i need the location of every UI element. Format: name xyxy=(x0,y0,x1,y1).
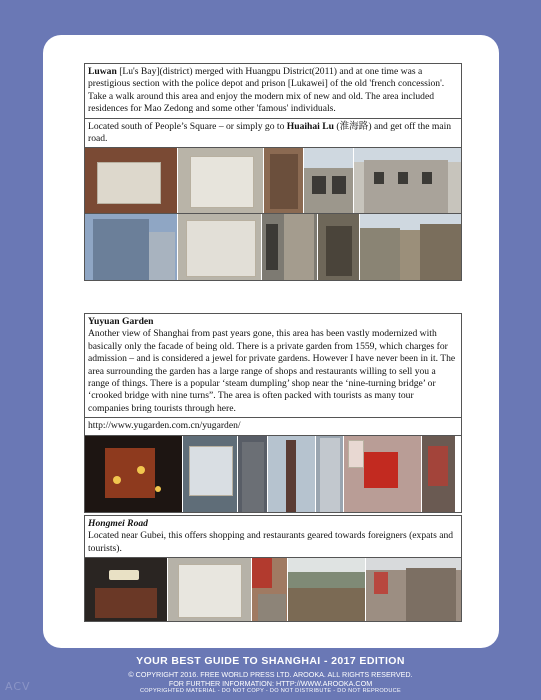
photo-lane-houses xyxy=(360,214,461,280)
footer-notice: COPYRIGHTED MATERIAL - DO NOT COPY - DO NOT DISTRIBUTE - DO NOT REPRODUCE xyxy=(139,688,402,694)
footer-title: YOUR BEST GUIDE TO SHANGHAI - 2017 EDITION xyxy=(136,655,405,667)
photo-wooden-door xyxy=(264,148,304,213)
photo-outdoor-cafe xyxy=(288,558,366,621)
footer-info-link[interactable]: FOR FURTHER INFORMATION: HTTP://WWW.AROOKA.COM xyxy=(168,679,373,688)
yuyuan-url[interactable]: http://www.yugarden.com.cn/yugarden/ xyxy=(88,420,241,432)
luwan-location-box xyxy=(84,118,462,148)
photo-night-storefront xyxy=(85,558,168,621)
photo-shop-items xyxy=(422,436,455,512)
photo-gate xyxy=(318,214,360,280)
luwan-photos-top xyxy=(84,147,462,214)
photo-skyscraper xyxy=(316,436,344,512)
luwan-location-post: (淮海路) and get off the main road. xyxy=(88,120,452,145)
hongmei-photo-row xyxy=(84,557,462,622)
luwan-location-pre: Located south of People’s Square – or simply go to xyxy=(88,120,287,132)
photo-shop-street xyxy=(366,558,461,621)
photo-colonial-building xyxy=(354,148,461,213)
yuyuan-text-box xyxy=(84,313,462,417)
hongmei-photos xyxy=(84,557,462,622)
yuyuan-section xyxy=(84,313,462,513)
yuyuan-photos xyxy=(84,435,462,513)
hongmei-title: Hongmei Road xyxy=(88,518,148,529)
photo-plaque-brick-wall xyxy=(85,148,178,213)
yuyuan-body: Another view of Shanghai from past years gone, this area has been vastly modernized with basically only the facade of being old. There is a private garden from 1559, which charges for admission – and is considered a jewel for private gardens. However I have never been in it. The area surrounding the garden has a large range of shops and restaurants willing to sell you a range of things. There is a popular ‘steam dumpling’ shop near the ‘nine-turning bridge’ or ‘crooked bridge with nine turns”. The area is often packed with tourists as many tour companies bring tourists through here. xyxy=(88,328,456,414)
luwan-photo-row-2 xyxy=(84,214,462,281)
photo-road-sign xyxy=(168,558,252,621)
photo-heritage-plaque xyxy=(178,148,264,213)
hongmei-body: Located near Gubei, this offers shopping and restaurants geared towards foreigners (expats and tourists). xyxy=(88,530,454,554)
luwan-location-street: Huaihai Lu xyxy=(286,120,334,132)
luwan-photos-bottom xyxy=(84,214,462,281)
footer-copyright: © COPYRIGHT 2016. FREE WORLD PRESS LTD. AROOKA. ALL RIGHTS RESERVED. xyxy=(128,670,413,679)
photo-alley xyxy=(262,214,318,280)
photo-dumpling-chef xyxy=(183,436,238,512)
hongmei-section xyxy=(84,515,462,622)
luwan-intro: [Lu's Bay](district) merged with Huangpu District(2011) and at one time was a prestigious section with the police depot and prison [Lukawei] of the old 'french concession'. xyxy=(88,66,445,90)
luwan-text-box xyxy=(84,63,462,118)
yuyuan-title: Yuyuan Garden xyxy=(88,316,154,327)
photo-tv-tower xyxy=(268,436,316,512)
luwan-title: Luwan xyxy=(88,66,117,77)
watermark: ACV xyxy=(5,680,31,693)
photo-street-building xyxy=(238,436,268,512)
photo-old-house xyxy=(304,148,354,213)
hongmei-text-box xyxy=(84,515,462,557)
luwan-section xyxy=(84,63,462,281)
photo-pedestrian-street xyxy=(252,558,288,621)
luwan-para2: Take a walk around this area and enjoy the modern mix of new and old. The area included residences for Mao Zedong and some other 'famous' individuals. xyxy=(88,90,435,115)
photo-glass-tower xyxy=(85,214,178,280)
photo-heritage-sign xyxy=(178,214,262,280)
photo-lit-pagoda xyxy=(85,436,183,512)
photo-souvenir-shop xyxy=(344,436,422,512)
yuyuan-url-box xyxy=(84,417,462,434)
luwan-photo-row-1 xyxy=(84,147,462,214)
yuyuan-photo-row xyxy=(84,435,462,513)
